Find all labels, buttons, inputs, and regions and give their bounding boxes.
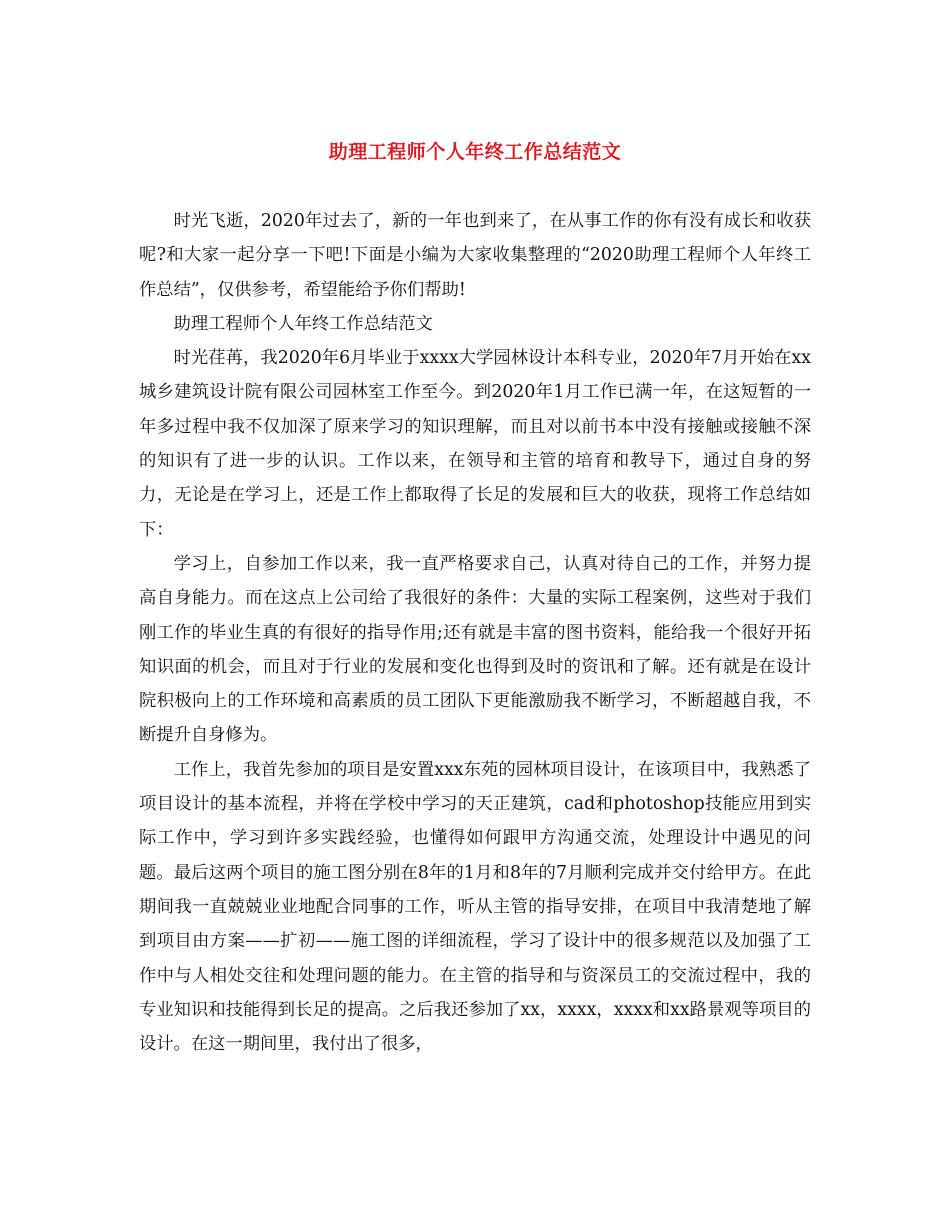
body-paragraph: 工作上，我首先参加的项目是安置xxx东苑的园林项目设计，在该项目中，我熟悉了项目设计的基本流程，并将在学校中学习的天正建筑，cad和photoshop技能应用到实际工作中，学习到许多实践经验，也懂得如何跟甲方沟通交流，处理设计中遇见的问题。最后这两个项目的施工图分别在8年的1月和8年的7月顺利完成并交付给甲方。在此期间我一直兢兢业业地配合同事的工作，听从主管的指导安排，在项目中我清楚地了解到项目由方案——扩初——施工图的详细流程，学习了设计中的很多规范以及加强了工作中与人相处交往和处理问题的能力。在主管的指导和与资深员工的交流过程中，我的专业知识和技能得到长足的提高。之后我还参加了xx，xxxx，xxxx和xx路景观等项目的设计。在这一期间里，我付出了很多， — [139, 759, 811, 1055]
intro-paragraph: 时光飞逝，2020年过去了，新的一年也到来了，在从事工作的你有没有成长和收获呢?和大家一起分享一下吧!下面是小编为大家收集整理的“2020助理工程师个人年终工作总结”，仅供参考，希望能给予你们帮助! — [139, 211, 811, 300]
section-heading: 助理工程师个人年终工作总结范文 — [173, 313, 433, 334]
body-paragraph: 时光荏苒，我2020年6月毕业于xxxx大学园林设计本科专业，2020年7月开始在xx城乡建筑设计院有限公司园林室工作至今。到2020年1月工作已满一年，在这短暂的一年多过程中我不仅加深了原来学习的知识理解，而且对以前书本中没有接触或接触不深的知识有了进一步的认识。工作以来，在领导和主管的培育和教导下，通过自身的努力，无论是在学习上，还是工作上都取得了长足的发展和巨大的收获，现将工作总结如下： — [139, 348, 811, 540]
document-body — [139, 204, 811, 1061]
body-paragraph: 学习上，自参加工作以来，我一直严格要求自己，认真对待自己的工作，并努力提高自身能力。而在这点上公司给了我很好的条件：大量的实际工程案例，这些对于我们刚工作的毕业生真的有很好的指导作用;还有就是丰富的图书资料，能给我一个很好开拓知识面的机会，而且对于行业的发展和变化也得到及时的资讯和了解。还有就是在设计院积极向上的工作环境和高素质的员工团队下更能激励我不断学习，不断超越自我，不断提升自身修为。 — [139, 553, 811, 746]
document-title: 助理工程师个人年终工作总结范文 — [328, 141, 622, 163]
